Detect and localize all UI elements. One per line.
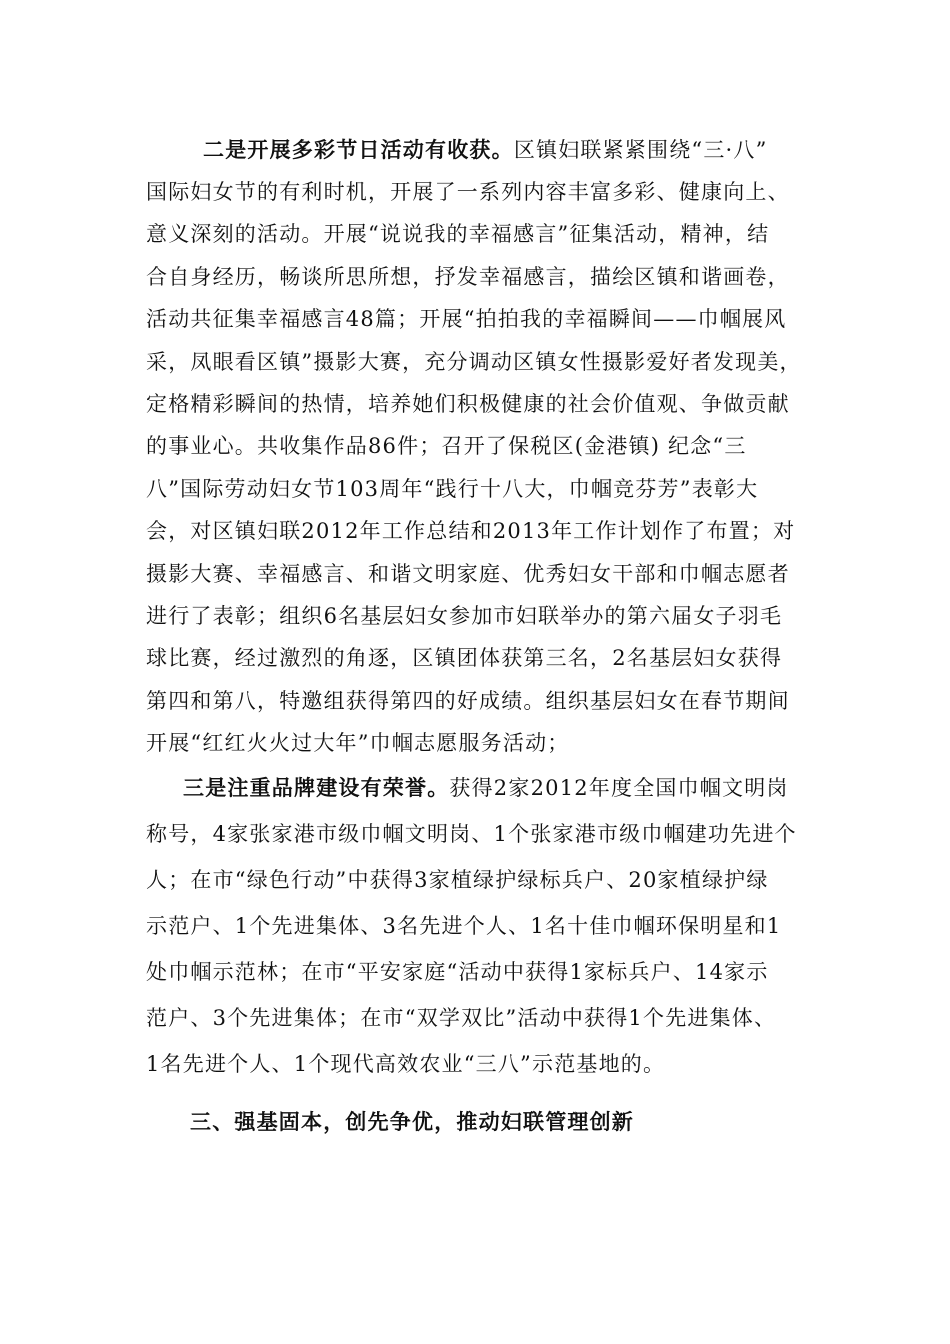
paragraph-1-line-11: 摄影大赛、幸福感言、和谐文明家庭、优秀妇女干部和巾帼志愿者 — [146, 562, 790, 586]
paragraph-1-text: 区镇妇联紧紧围绕“三·八” — [513, 138, 768, 162]
paragraph-1-line-5: 活动共征集幸福感言48篇；开展“拍拍我的幸福瞬间——巾帼展风 — [146, 307, 787, 331]
paragraph-2-line-2: 称号，4家张家港市级巾帼文明岗、1个张家港市级巾帼建功先进个 — [146, 822, 797, 846]
section-heading: 三、强基固本，创先争优，推动妇联管理创新 — [190, 1109, 634, 1134]
paragraph-1-line-10: 会，对区镇妇联2012年工作总结和2013年工作计划作了布置；对 — [146, 519, 796, 543]
paragraph-2-text: 获得2家2012年度全国巾帼文明岗 — [449, 776, 789, 800]
paragraph-1-line-6: 采，凤眼看区镇”摄影大赛，充分调动区镇女性摄影爱好者发现美， — [146, 350, 802, 374]
paragraph-1-line-3: 意义深刻的活动。开展“说说我的幸福感言”征集活动，精神，结 — [146, 222, 770, 246]
paragraph-1-line-12: 进行了表彰；组织6名基层妇女参加市妇联举办的第六届女子羽毛 — [146, 604, 783, 628]
paragraph-1-lead: 二是开展多彩节日活动有收获。 — [203, 137, 514, 162]
paragraph-1-line-8: 的事业心。共收集作品86件；召开了保税区(金港镇) 纪念“三 — [146, 434, 747, 458]
paragraph-2-line-4: 示范户、1个先进集体、3名先进个人、1名十佳巾帼环保明星和1 — [146, 914, 782, 938]
paragraph-1-line-15: 开展“红红火火过大年”巾帼志愿服务活动； — [146, 731, 570, 755]
paragraph-2-line-6: 范户、3个先进集体；在市“双学双比”活动中获得1个先进集体、 — [146, 1006, 777, 1030]
paragraph-1-line-1 — [203, 136, 768, 164]
paragraph-2-line-1 — [183, 774, 789, 802]
paragraph-2-line-3: 人；在市“绿色行动”中获得3家植绿护绿标兵户、20家植绿护绿 — [146, 868, 769, 892]
paragraph-2-line-5: 处巾帼示范林；在市“平安家庭“活动中获得1家标兵户、14家示 — [146, 960, 769, 984]
paragraph-1-line-7: 定格精彩瞬间的热情，培养她们积极健康的社会价值观、争做贡献 — [146, 392, 790, 416]
paragraph-2-line-7: 1名先进个人、1个现代高效农业“三八”示范基地的。 — [146, 1052, 666, 1076]
paragraph-1-line-13: 球比赛，经过激烈的角逐，区镇团体获第三名，2名基层妇女获得 — [146, 646, 783, 670]
paragraph-1-line-4: 合自身经历，畅谈所思所想，抒发幸福感言，描绘区镇和谐画卷， — [146, 265, 790, 289]
paragraph-2-lead: 三是注重品牌建设有荣誉。 — [183, 775, 450, 800]
paragraph-1-line-14: 第四和第八，特邀组获得第四的好成绩。组织基层妇女在春节期间 — [146, 689, 790, 713]
paragraph-1-line-9: 八”国际劳动妇女节103周年“践行十八大，巾帼竞芬芳”表彰大 — [146, 477, 759, 501]
paragraph-1-line-2: 国际妇女节的有利时机，开展了一系列内容丰富多彩、健康向上、 — [146, 180, 790, 204]
